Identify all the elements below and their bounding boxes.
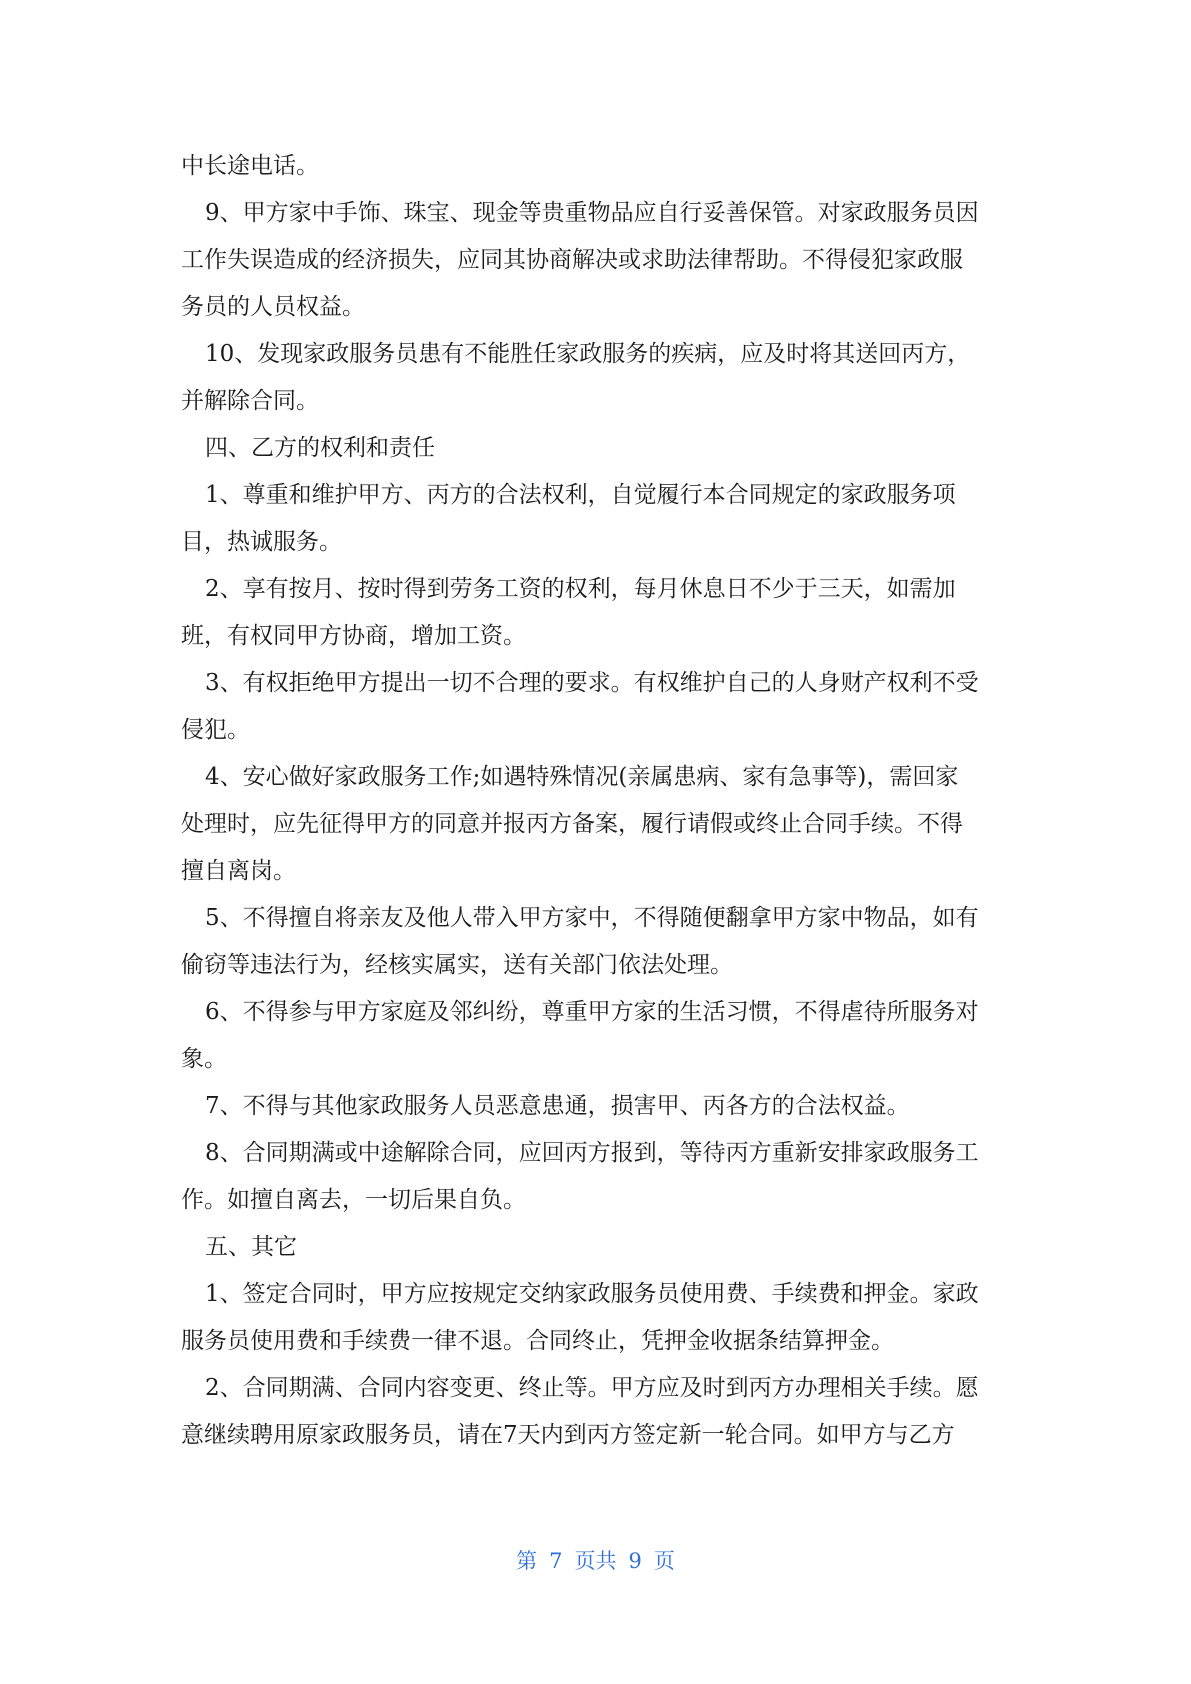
text-line: 3、有权拒绝甲方提出一切不合理的要求。有权维护自己的人身财产权利不受 [205,670,979,696]
text-line: 擅自离岗。 [181,858,296,884]
text-line: 10、发现家政服务员患有不能胜任家政服务的疾病，应及时将其送回丙方， [205,341,971,367]
footer-prefix: 第 [516,1549,538,1573]
text-line: 5、不得擅自将亲友及他人带入甲方家中，不得随便翻拿甲方家中物品，如有 [205,905,979,931]
text-line: 意继续聘用原家政服务员，请在7天内到丙方签定新一轮合同。如甲方与乙方 [181,1422,955,1448]
footer-total-pages: 9 [628,1549,642,1573]
footer-middle: 页共 [574,1549,617,1573]
text-line: 五、其它 [205,1234,297,1260]
text-line: 1、签定合同时，甲方应按规定交纳家政服务员使用费、手续费和押金。家政 [205,1281,979,1307]
text-line: 服务员使用费和手续费一律不退。合同终止，凭押金收据条结算押金。 [181,1328,894,1354]
document-body [181,143,1011,1459]
page-footer [0,1545,1191,1575]
text-line: 象。 [181,1046,227,1072]
text-line: 班，有权同甲方协商，增加工资。 [181,623,526,649]
text-line: 中长途电话。 [181,153,319,179]
text-line: 6、不得参与甲方家庭及邻纠纷，尊重甲方家的生活习惯，不得虐待所服务对 [205,999,979,1025]
text-line: 2、合同期满、合同内容变更、终止等。甲方应及时到丙方办理相关手续。愿 [205,1375,979,1401]
text-line: 目，热诚服务。 [181,529,342,555]
text-line: 工作失误造成的经济损失，应同其协商解决或求助法律帮助。不得侵犯家政服 [181,247,963,273]
text-line: 处理时，应先征得甲方的同意并报丙方备案，履行请假或终止合同手续。不得 [181,811,963,837]
text-line: 并解除合同。 [181,388,319,414]
footer-suffix: 页 [653,1549,675,1573]
text-line: 2、享有按月、按时得到劳务工资的权利，每月休息日不少于三天，如需加 [205,576,956,602]
text-line: 1、尊重和维护甲方、丙方的合法权利，自觉履行本合同规定的家政服务项 [205,482,956,508]
text-line: 4、安心做好家政服务工作;如遇特殊情况(亲属患病、家有急事等)，需回家 [205,764,959,790]
text-line: 偷窃等违法行为，经核实属实，送有关部门依法处理。 [181,952,733,978]
footer-current-page: 7 [549,1549,563,1573]
text-line: 7、不得与其他家政服务人员恶意患通，损害甲、丙各方的合法权益。 [205,1093,910,1119]
text-line: 务员的人员权益。 [181,294,365,320]
text-line: 四、乙方的权利和责任 [205,435,435,461]
text-line: 9、甲方家中手饰、珠宝、现金等贵重物品应自行妥善保管。对家政服务员因 [205,200,979,226]
text-line: 作。如擅自离去，一切后果自负。 [181,1187,526,1213]
text-line: 8、合同期满或中途解除合同，应回丙方报到，等待丙方重新安排家政服务工 [205,1140,979,1166]
text-line: 侵犯。 [181,717,250,743]
